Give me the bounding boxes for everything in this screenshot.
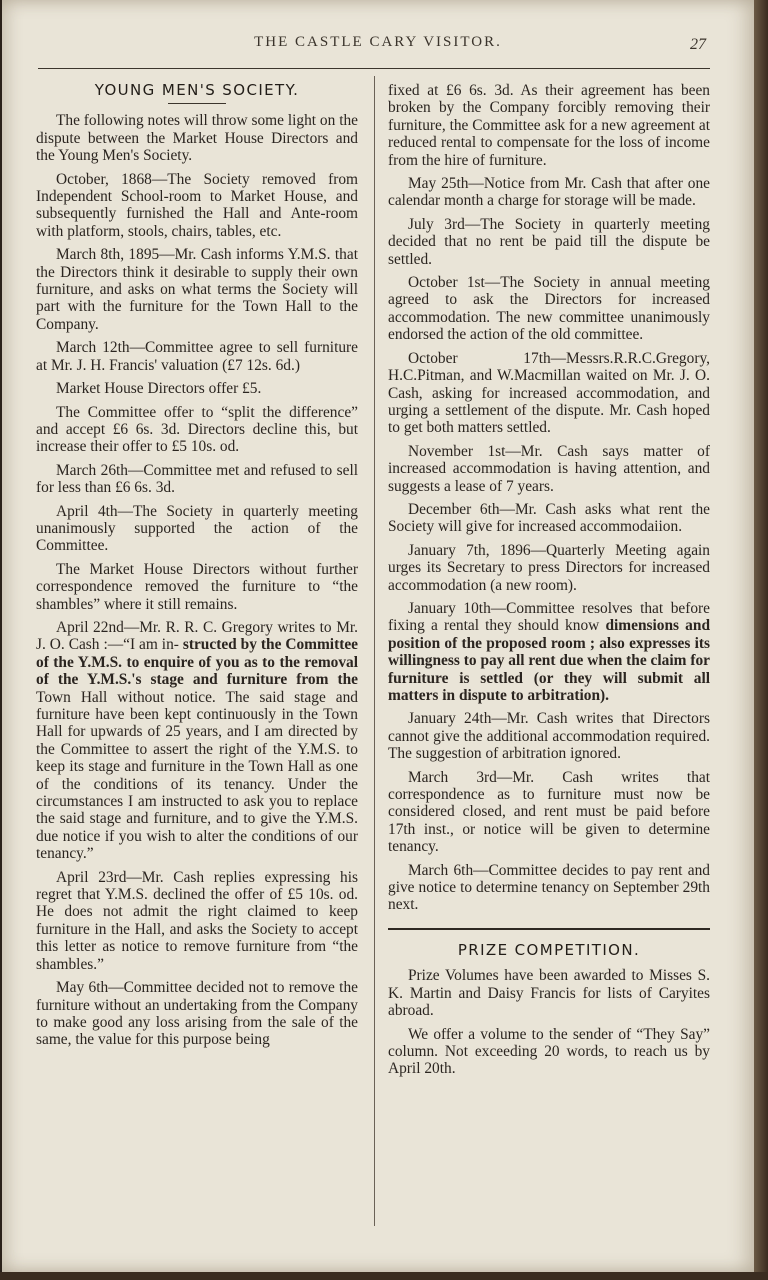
section-heading-yms: YOUNG MEN'S SOCIETY. — [94, 81, 300, 99]
paragraph: October 1st—The Society in annual meeting agreed to ask the Directors for increased accommodation. The new committee unanimously endorsed the action of the old committee. — [388, 274, 710, 344]
paragraph: March 8th, 1895—Mr. Cash informs Y.M.S. that the Directors think it desirable to supply their own furniture, and asks on what terms the Society will part with the furniture for the Town Hall to the Company. — [36, 246, 358, 333]
page-edge-shadow — [754, 0, 768, 1280]
letter-bold-text: structed by the Committee of the Y.M.S. to enquire of you as to the removal of the Y.M.S.'s stage and furniture from the — [36, 636, 358, 689]
paragraph: March 26th—Committee met and refused to sell for less than £6 6s. 3d. — [36, 461, 358, 497]
paragraph: Prize Volumes have been awarded to Misses S. K. Martin and Daisy Francis for lists of Caryites abroad. — [388, 967, 710, 1020]
paragraph: March 3rd—Mr. Cash writes that correspondence as to furniture must now be considered closed, and rent must be paid before 17th inst., or notice will be given to determine tenancy. — [388, 768, 710, 856]
paragraph: April 4th—The Society in quarterly meeting unanimously supported the action of the Committee. — [36, 502, 358, 555]
paragraph: March 6th—Committee decides to pay rent and give notice to determine tenancy on September 29th next. — [388, 861, 710, 914]
paragraph: The Committee offer to “split the difference” and accept £6 6s. 3d. Directors decline this, but increase their offer to £5 10s. od. — [36, 403, 358, 456]
paragraph: November 1st—Mr. Cash says matter of increased accommodation is having attention, and suggests a lease of 7 years. — [388, 442, 710, 495]
section-divider — [388, 928, 710, 930]
left-column — [36, 80, 358, 1055]
heading-underline — [168, 103, 226, 104]
page-number: 27 — [690, 36, 706, 53]
paragraph-resolution — [388, 600, 710, 704]
paragraph: March 12th—Committee agree to sell furniture at Mr. J. H. Francis' valuation (£7 12s. 6d.) — [36, 339, 358, 374]
resolution-text: January 10th—Committee resolves that before fixing a rental they should know — [388, 599, 710, 635]
header-rule — [38, 68, 710, 69]
running-head: THE CASTLE CARY VISITOR. — [254, 34, 502, 50]
paragraph: The following notes will throw some light on the dispute between the Market House Directors and the Young Men's Society. — [36, 112, 358, 165]
paragraph: May 25th—Notice from Mr. Cash that after one calendar month a charge for storage will be made. — [388, 175, 710, 210]
paragraph-continued: fixed at £6 6s. 3d. As their agreement has been broken by the Company forcibly removing their furniture, the Committee ask for a new agreement at reduced rental to compensate for the loss of income from the hire of furniture. — [388, 82, 710, 169]
paragraph: The Market House Directors without further correspondence removed the furniture to “the shambles” where it still remains. — [36, 560, 358, 613]
magazine-page — [2, 0, 754, 1272]
paragraph: We offer a volume to the sender of “They Say” column. Not exceeding 20 words, to reach us by April 20th. — [388, 1025, 710, 1078]
paragraph-letter — [36, 619, 358, 863]
paragraph: Market House Directors offer £5. — [56, 380, 262, 398]
resolution-bold-text: dimensions and position of the proposed room ; also expresses its willingness to pay all rent due when the claim for furniture is settled (or they will submit all matters in dispute to arbitration). — [388, 617, 710, 704]
paragraph: May 6th—Committee decided not to remove the furniture without an undertaking from the Company to make good any loss arising from the sale of the same, the value for this purpose being — [36, 979, 358, 1049]
column-divider — [374, 76, 375, 1226]
paragraph: December 6th—Mr. Cash asks what rent the Society will give for increased accommodaiion. — [388, 500, 710, 536]
paragraph: April 23rd—Mr. Cash replies expressing his regret that Y.M.S. declined the offer of £5 10s. od. He does not admit the right claimed to keep furniture in the Hall, and asks the Society to accept this letter as notice to remove furniture from “the shambles.” — [36, 868, 358, 973]
letter-text: April 22nd—Mr. R. R. C. Gregory writes to Mr. J. O. Cash :—“I am in- — [36, 618, 358, 654]
letter-text: Town Hall without notice. The said stage and furniture have been kept continuously in the Town Hall for upwards of 25 years, and I am directed by the Committee to assert the right of the Y.M.S. to keep its stage and furniture in the Town Hall as one of the conditions of its tenancy. Under the circumstances I am instructed to ask you to replace the said stage and furniture, and to give the Y.M.S. due notice if you wish to alter the conditions of our tenancy.” — [36, 688, 358, 863]
paragraph: October, 1868—The Society removed from Independent School-room to Market House, and subsequently furnished the Hall and Ante-room with platform, stools, chairs, tables, etc. — [36, 170, 358, 240]
paragraph: October 17th—Messrs.R.R.C.Gregory, H.C.Pitman, and W.Macmillan waited on Mr. J. O. Cash, asking for increased accommodation, and urging a settlement of the dispute. Mr. Cash hoped to get both matters settled. — [388, 349, 710, 437]
paragraph: July 3rd—The Society in quarterly meeting decided that no rent be paid till the dispute be settled. — [388, 215, 710, 268]
paragraph: January 7th, 1896—Quarterly Meeting again urges its Secretary to press Directors for increased accommodation (a new room). — [388, 541, 710, 594]
page-edge-bottom — [0, 1272, 768, 1280]
right-column — [388, 82, 710, 1084]
section-heading-prize: PRIZE COMPETITION. — [457, 940, 641, 959]
paragraph: January 24th—Mr. Cash writes that Directors cannot give the additional accommodation required. The suggestion of arbitration ignored. — [388, 710, 710, 763]
